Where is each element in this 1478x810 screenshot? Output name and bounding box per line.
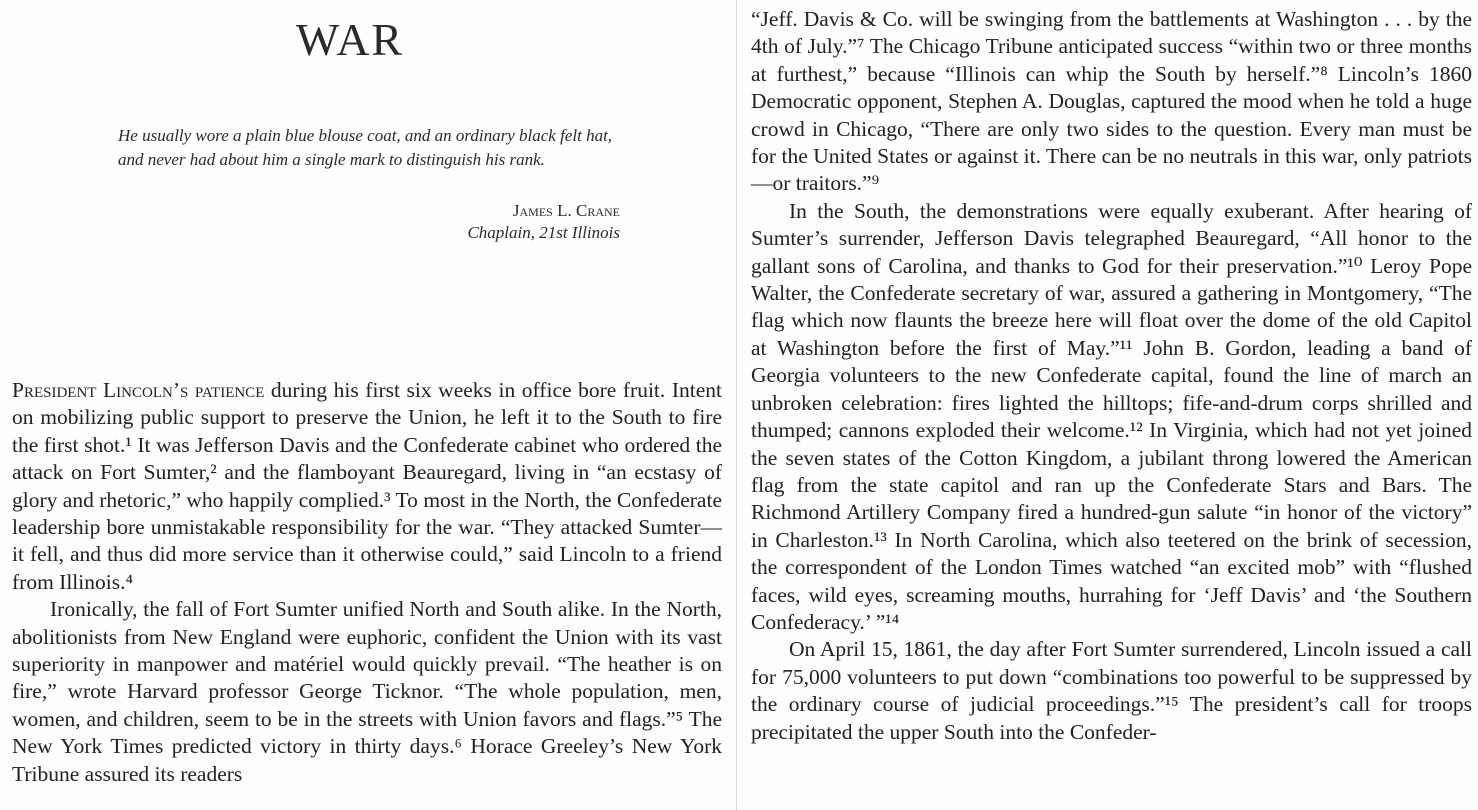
epigraph-attribution	[420, 200, 620, 244]
paragraph-1-text: during his first six weeks in office bore fruit. Intent on mobilizing public support to preserve the Union, he left it to the South to fire the first shot.¹ It was Jefferson Davis and the Confederate cabinet who ordered the attack on Fort Sumter,² and the flamboyant Beauregard, living in “an ecstasy of glory and rhetoric,” who happily complied.³ To most in the North, the Confederate leadership bore unmistakable responsibility for the war. “They attacked Sumter—it fell, and thus did more service than it otherwise could,” said Lincoln to a friend from Illinois.⁴	[12, 378, 722, 594]
paragraph-2: Ironically, the fall of Fort Sumter unified North and South alike. In the North, abolitionists from New England were euphoric, confident the Union with its vast superiority in manpower and matériel would quickly prevail. “The heather is on fire,” wrote Harvard professor George Ticknor. “The whole population, men, women, and children, seem to be in the streets with Union favors and flags.”⁵ The New York Times predicted victory in thirty days.⁶ Horace Greeley’s New York Tribune assured its readers	[12, 597, 722, 786]
chapter-title: WAR	[295, 14, 405, 65]
left-body-text	[12, 377, 722, 788]
paragraph-april: On April 15, 1861, the day after Fort Sumter surrendered, Lincoln issued a call for 75,000 volunteers to put down “combinations too powerful to be suppressed by the ordinary course of judicial proceedings.”¹⁵ The president’s call for troops precipitated the upper South into the Confeder-	[751, 637, 1472, 744]
paragraph-lead-in: President Lincoln’s patience	[12, 378, 265, 402]
epigraph-author: James L. Crane	[512, 201, 620, 220]
paragraph-south: In the South, the demonstrations were equally exuberant. After hearing of Sumter’s surrender, Jefferson Davis telegraphed Beauregard, “All honor to the gallant sons of Carolina, and thanks to God for their preservation.”¹⁰ Leroy Pope Walter, the Confederate secretary of war, assured a gathering in Montgomery, “The flag which now flaunts the breeze here will float over the dome of the old Capitol at Washington before the first of May.”¹¹ John B. Gordon, leading a band of Georgia volunteers to the new Confederate capital, found the line of march an unbroken celebration: fires lighted the hilltops; fife-and-drum corps shrilled and thumped; cannons exploded their welcome.¹² In Virginia, which had not yet joined the seven states of the Cotton Kingdom, a jubilant throng lowered the American flag from the state capitol and ran up the Confederate Stars and Bars. The Richmond Artillery Company fired a hundred-gun salute “in honor of the victory” in Charleston.¹³ In North Carolina, which also teetered on the brink of secession, the correspondent of the London Times watched “an excited mob” with “flushed faces, wild eyes, screaming mouths, hurrahing for ‘Jeff Davis’ and ‘the Southern Confederacy.’ ”¹⁴	[751, 198, 1472, 634]
paragraph-1	[12, 377, 722, 596]
epigraph-role: Chaplain, 21st Illinois	[467, 223, 620, 242]
left-page-column	[0, 0, 735, 810]
right-page-column	[736, 0, 1478, 810]
epigraph-quote: He usually wore a plain blue blouse coat, and an ordinary black felt hat, and never had about him a single mark to distinguish his rank.	[118, 126, 613, 169]
paragraph-continued: “Jeff. Davis & Co. will be swinging from the battlements at Washington . . . by the 4th of July.”⁷ The Chicago Tribune anticipated success “within two or three months at furthest,” because “Illinois can whip the South by herself.”⁸ Lincoln’s 1860 Democratic opponent, Stephen A. Douglas, captured the mood when he told a huge crowd in Chicago, “There are only two sides to the question. Every man must be for the United States or against it. There can be no neutrals in this war, only patriots—or traitors.”⁹	[751, 7, 1472, 196]
